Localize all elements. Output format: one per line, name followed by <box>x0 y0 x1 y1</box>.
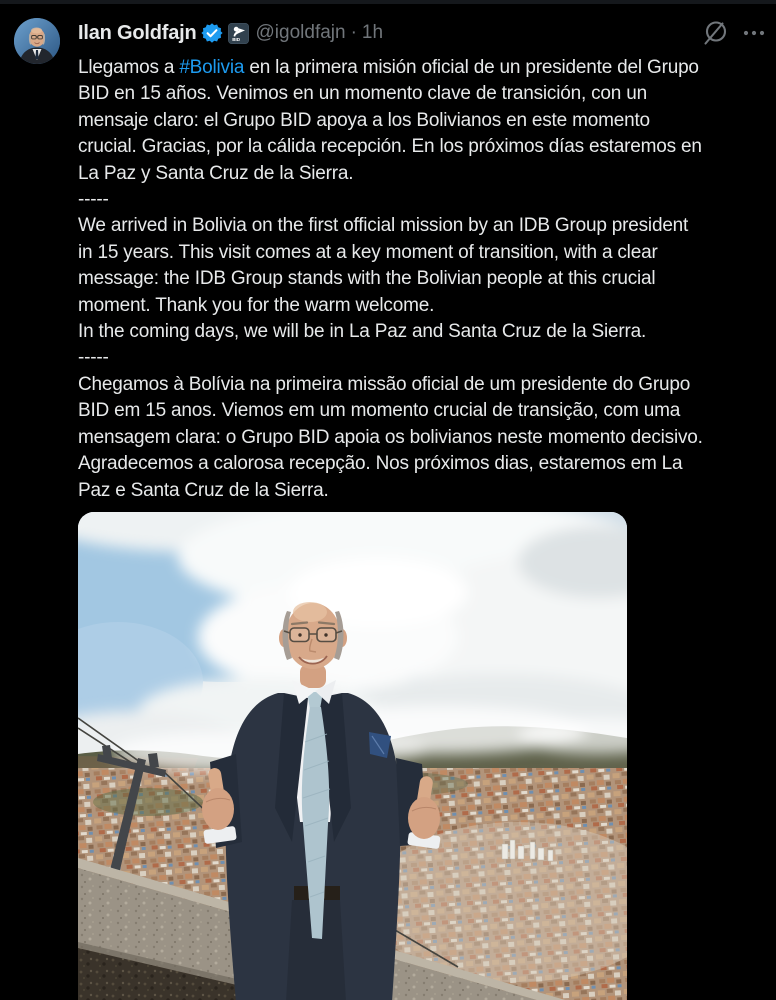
tweet-text-line: moment. Thank you for the warm welcome. <box>78 294 435 316</box>
grok-icon[interactable] <box>700 18 730 48</box>
tweet-photo-image <box>78 512 627 1000</box>
tweet-text-line: BID en 15 años. Venimos en un momento clave de transición, con un <box>78 83 647 105</box>
tweet-text-line <box>78 55 770 81</box>
tweet-text-line: ----- <box>78 347 109 369</box>
tweet-text-line: BID em 15 anos. Viemos em um momento crucial de transição, com uma <box>78 400 681 422</box>
separator-dot: · <box>350 22 357 43</box>
tweet-text-line: in 15 years. This visit comes at a key moment of transition, with a clear <box>78 241 658 263</box>
more-options-icon[interactable] <box>740 19 768 47</box>
timestamp[interactable]: 1h <box>361 22 384 43</box>
tweet-header <box>78 16 770 50</box>
tweet-text-line: Agradecemos a calorosa recepção. Nos próximos dias, estaremos em La <box>78 453 683 475</box>
tweet-text-line: mensagem clara: o Grupo BID apoia os bolivianos neste momento decisivo. <box>78 426 703 448</box>
idb-affiliate-badge-icon[interactable] <box>228 23 249 44</box>
top-divider <box>0 0 776 4</box>
tweet-text-line: In the coming days, we will be in La Paz and Santa Cruz de la Sierra. <box>78 321 647 343</box>
verified-badge-icon <box>201 22 223 44</box>
tweet-text-line: Chegamos à Bolívia na primeira missão oficial de um presidente do Grupo <box>78 373 691 395</box>
affiliate-badge-label: BID <box>231 36 240 42</box>
author-name[interactable]: Ilan Goldfajn <box>78 21 197 44</box>
avatar[interactable] <box>14 18 60 64</box>
tweet-text-line: We arrived in Bolivia on the first official mission by an IDB Group president <box>78 215 689 237</box>
tweet-text-line: crucial. Gracias, por la cálida recepción. En los próximos días estaremos en <box>78 136 702 158</box>
tweet-text-segment: en la primera misión oficial de un presidente del Grupo <box>244 57 699 78</box>
tweet-text-segment: Llegamos a <box>78 57 180 78</box>
tweet-text-line: mensaje claro: el Grupo BID apoya a los Bolivianos en este momento <box>78 109 650 131</box>
tweet-text <box>78 55 770 504</box>
avatar-image <box>14 18 60 64</box>
author-handle[interactable]: @igoldfajn <box>255 22 346 43</box>
hashtag-bolivia[interactable]: #Bolivia <box>179 57 245 78</box>
tweet-text-line: Paz e Santa Cruz de la Sierra. <box>78 479 329 501</box>
handle-group <box>256 22 384 44</box>
tweet-photo[interactable] <box>78 512 627 1000</box>
tweet-text-line: ----- <box>78 189 109 211</box>
tweet-text-line: message: the IDB Group stands with the Bolivian people at this crucial <box>78 268 656 290</box>
tweet-text-line: La Paz y Santa Cruz de la Sierra. <box>78 162 354 184</box>
